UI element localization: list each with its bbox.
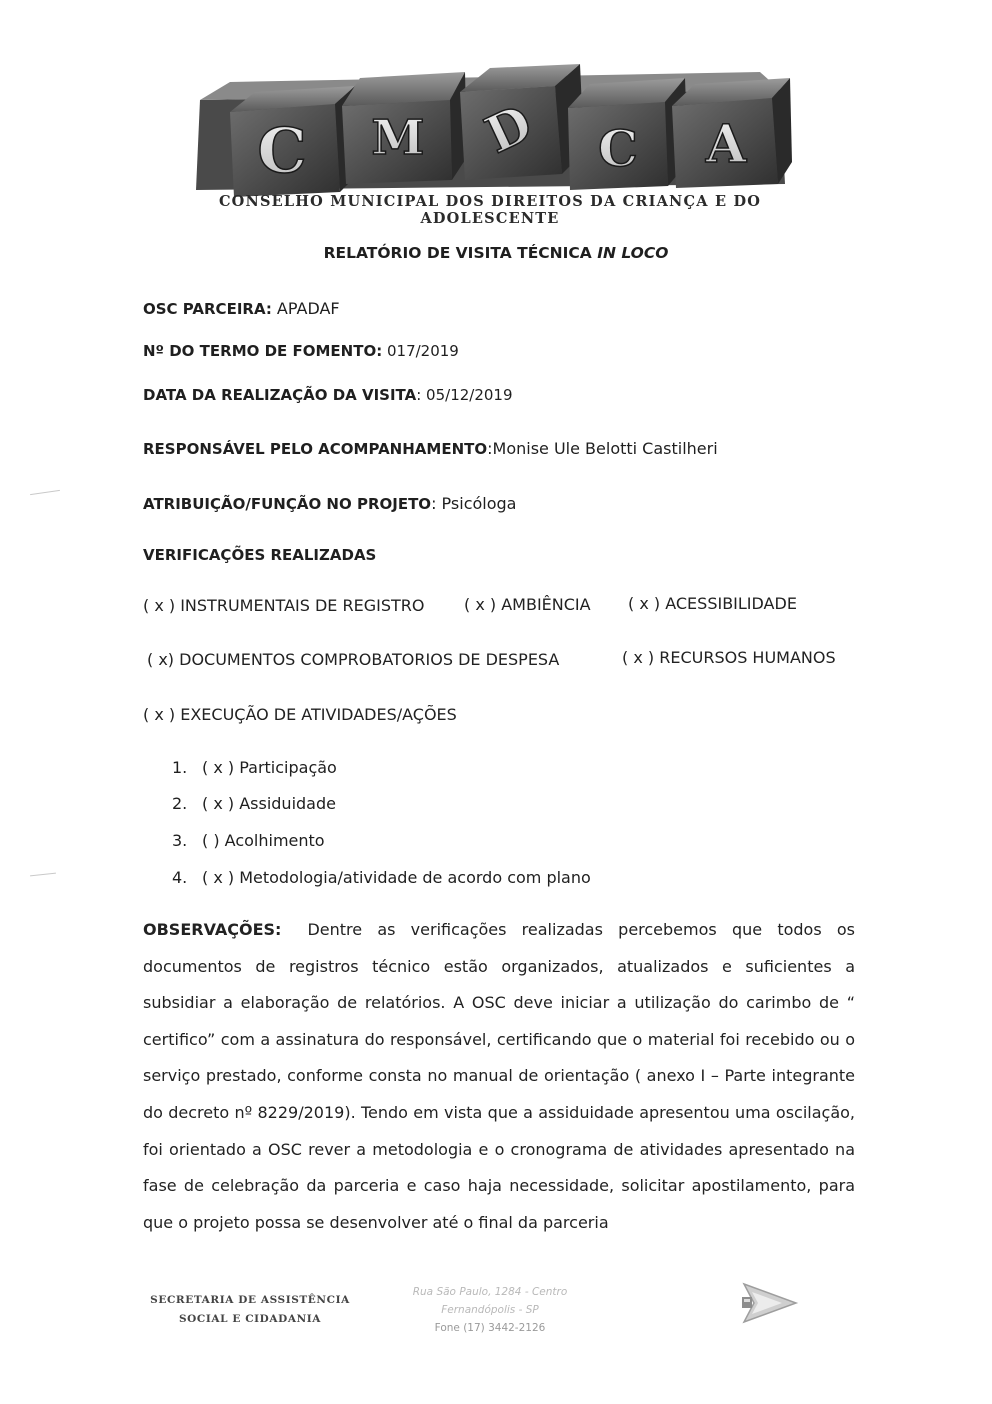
list-item-number: 1. bbox=[172, 758, 188, 777]
report-title-main: RELATÓRIO DE VISITA TÉCNICA bbox=[323, 244, 592, 262]
list-item-text: ( x ) Metodologia/atividade de acordo com plano bbox=[202, 868, 591, 887]
footer-address bbox=[380, 1283, 600, 1337]
check-recursos-humanos: ( x ) RECURSOS HUMANOS bbox=[622, 648, 836, 667]
check-ambiencia: ( x ) AMBIÊNCIA bbox=[464, 595, 591, 614]
scan-mark bbox=[30, 873, 56, 877]
field-atribuicao-label: ATRIBUIÇÃO/FUNÇÃO NO PROJETO bbox=[143, 495, 432, 513]
logo-letter-c2: C bbox=[598, 119, 638, 178]
field-responsavel-label: RESPONSÁVEL PELO ACOMPANHAMENTO bbox=[143, 440, 488, 458]
cmdca-logo bbox=[160, 62, 820, 212]
field-termo bbox=[143, 342, 459, 360]
footer-arrow-logo-icon bbox=[730, 1278, 800, 1328]
cmdca-logo-graphic bbox=[160, 62, 820, 212]
field-responsavel bbox=[143, 439, 718, 458]
report-title-italic: IN LOCO bbox=[597, 244, 669, 262]
report-title bbox=[0, 244, 992, 262]
organization-name: CONSELHO MUNICIPAL DOS DIREITOS DA CRIANÇA E DO ADOLESCENTE bbox=[218, 193, 762, 227]
field-termo-value: 017/2019 bbox=[382, 342, 459, 360]
logo-letter-d: D bbox=[476, 92, 541, 165]
list-item bbox=[172, 831, 325, 850]
logo-letter-a: A bbox=[705, 114, 747, 175]
observations-text: Dentre as verificações realizadas percebemos que todos os documentos de registros técnico estão organizados, atualizados e suficientes a subsidiar a elaboração de relatórios. A OSC deve iniciar a utilização do carimbo de “ certifico” com a assinatura do responsável, certificando que o material foi recebido ou o serviço prestado, conforme consta no manual de orientação ( anexo I – Parte integrante do decreto nº 8229/2019). Tendo em vista que a assiduidade apresentou uma oscilação, foi orientado a OSC rever a metodologia e o cronograma de atividades apresentado na fase de celebração da parceria e caso haja necessidade, solicitar apostilamento, para que o projeto possa se desenvolver até o final da parceria bbox=[143, 920, 855, 1232]
field-osc-label: OSC PARCEIRA: bbox=[143, 300, 272, 318]
observations-label: OBSERVAÇÕES: bbox=[143, 920, 282, 939]
list-item-number: 3. bbox=[172, 831, 188, 850]
field-termo-label: Nº DO TERMO DE FOMENTO: bbox=[143, 342, 383, 360]
list-item bbox=[172, 758, 337, 777]
field-responsavel-value: :Monise Ule Belotti Castilheri bbox=[487, 439, 718, 458]
footer-department-line2: SOCIAL E CIDADANIA bbox=[178, 1313, 322, 1325]
field-verificacoes bbox=[143, 546, 376, 564]
field-osc-value: APADAF bbox=[271, 299, 340, 318]
check-acessibilidade: ( x ) ACESSIBILIDADE bbox=[628, 594, 797, 613]
list-item bbox=[172, 794, 336, 813]
list-item-text: ( x ) Participação bbox=[202, 758, 337, 777]
field-data-label: DATA DA REALIZAÇÃO DA VISITA bbox=[143, 386, 417, 404]
check-execucao: ( x ) EXECUÇÃO DE ATIVIDADES/AÇÕES bbox=[143, 705, 457, 724]
list-item-number: 2. bbox=[172, 794, 188, 813]
list-item bbox=[172, 868, 591, 887]
scan-mark bbox=[30, 490, 60, 495]
logo-letter-c1: C bbox=[257, 114, 307, 187]
observations-paragraph bbox=[143, 912, 855, 1241]
field-atribuicao-value: : Psicóloga bbox=[431, 494, 517, 513]
footer-address-line1: Rua São Paulo, 1284 - Centro bbox=[412, 1286, 568, 1298]
footer-department-line1: SECRETARIA DE ASSISTÊNCIA bbox=[150, 1294, 350, 1306]
list-item-text: ( ) Acolhimento bbox=[202, 831, 325, 850]
logo-letter-m: M bbox=[371, 110, 425, 166]
footer-department bbox=[150, 1291, 350, 1329]
field-data bbox=[143, 386, 513, 404]
list-item-text: ( x ) Assiduidade bbox=[202, 794, 336, 813]
check-instrumentais: ( x ) INSTRUMENTAIS DE REGISTRO bbox=[143, 596, 425, 615]
footer-address-line2: Fernandópolis - SP bbox=[441, 1304, 539, 1316]
field-osc bbox=[143, 299, 340, 318]
check-documentos: ( x) DOCUMENTOS COMPROBATORIOS DE DESPESA bbox=[147, 650, 560, 669]
footer-phone: Fone (17) 3442-2126 bbox=[434, 1322, 546, 1334]
field-atribuicao bbox=[143, 494, 516, 513]
list-item-number: 4. bbox=[172, 868, 188, 887]
field-verificacoes-label: VERIFICAÇÕES REALIZADAS bbox=[143, 546, 377, 564]
field-data-value: : 05/12/2019 bbox=[416, 386, 513, 404]
